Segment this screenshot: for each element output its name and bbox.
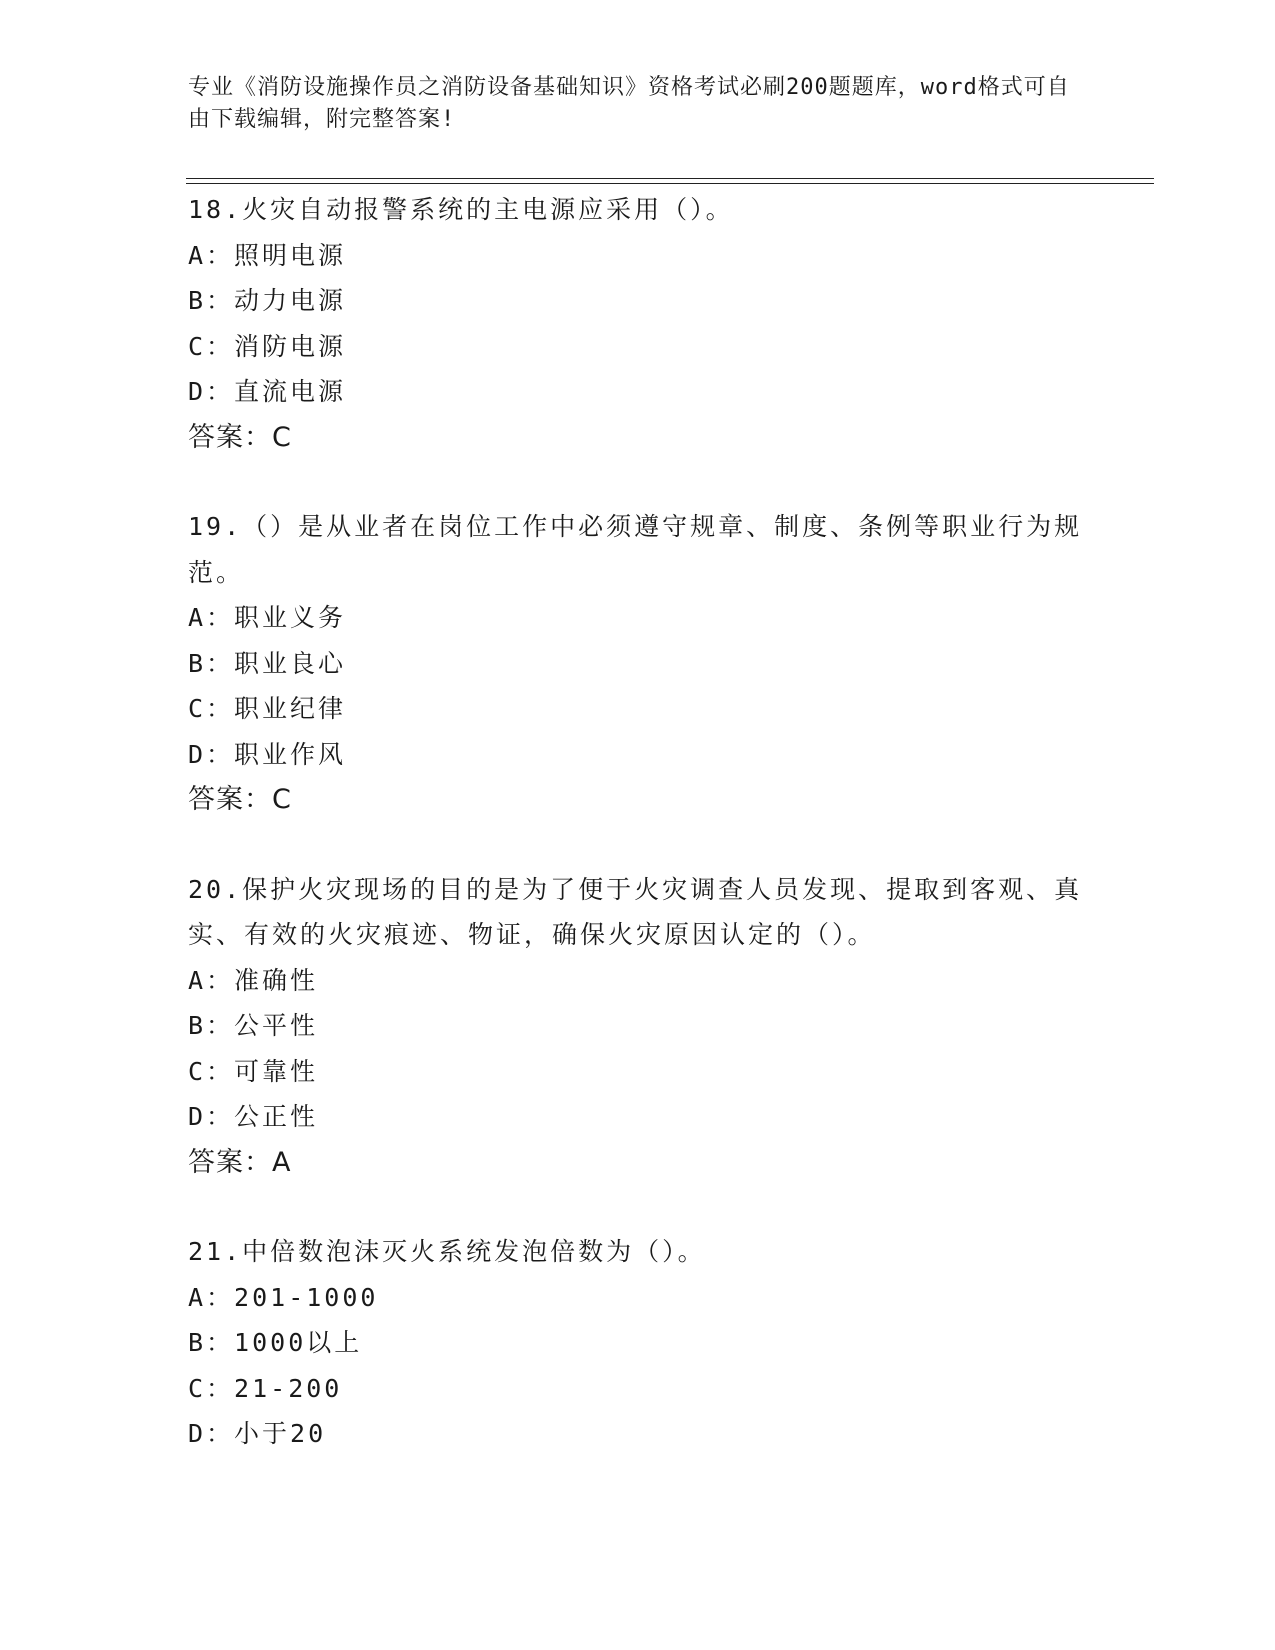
option-c: C：消防电源 <box>188 331 347 361</box>
answer-line: 答案：C <box>188 421 292 453</box>
option-a: A：职业义务 <box>188 603 347 632</box>
option-b: B：公平性 <box>188 1011 319 1040</box>
question-19 <box>188 504 1088 823</box>
document-header-title: 专业《消防设施操作员之消防设备基础知识》资格考试必刷200题题库，word格式可自由下载编辑，附完整答案! <box>188 75 1070 132</box>
option-b: B：动力电源 <box>188 286 347 315</box>
question-21 <box>188 1229 1088 1457</box>
option-c: C：可靠性 <box>188 1056 319 1086</box>
option-a: A：准确性 <box>188 965 319 995</box>
option-a: A：照明电源 <box>188 240 347 270</box>
answer-line: 答案：A <box>188 1146 292 1178</box>
question-20 <box>188 867 1088 1186</box>
option-c: C：职业纪律 <box>188 694 347 723</box>
question-stem: 19.（）是从业者在岗位工作中必须遵守规章、制度、条例等职业行为规范。 <box>188 512 1083 587</box>
header-divider-bottom <box>186 183 1154 184</box>
question-stem: 18.火灾自动报警系统的主电源应采用（）。 <box>188 195 734 224</box>
option-d: D：直流电源 <box>188 377 347 406</box>
question-18 <box>188 187 1088 460</box>
option-d: D：小于20 <box>188 1419 327 1448</box>
question-stem: 20.保护火灾现场的目的是为了便于火灾调查人员发现、提取到客观、真实、有效的火灾痕迹、物证，确保火灾原因认定的（）。 <box>188 874 1083 949</box>
option-d: D：公正性 <box>188 1102 319 1131</box>
option-c: C：21-200 <box>188 1373 343 1403</box>
option-b: B：1000以上 <box>188 1328 363 1357</box>
question-stem: 21.中倍数泡沫灭火系统发泡倍数为（）。 <box>188 1237 706 1266</box>
answer-line: 答案：C <box>188 784 292 815</box>
option-b: B：职业良心 <box>188 648 347 678</box>
header-divider-top <box>186 178 1154 179</box>
option-a: A：201-1000 <box>188 1282 379 1312</box>
option-d: D：职业作风 <box>188 739 347 769</box>
question-list <box>188 187 1088 1501</box>
